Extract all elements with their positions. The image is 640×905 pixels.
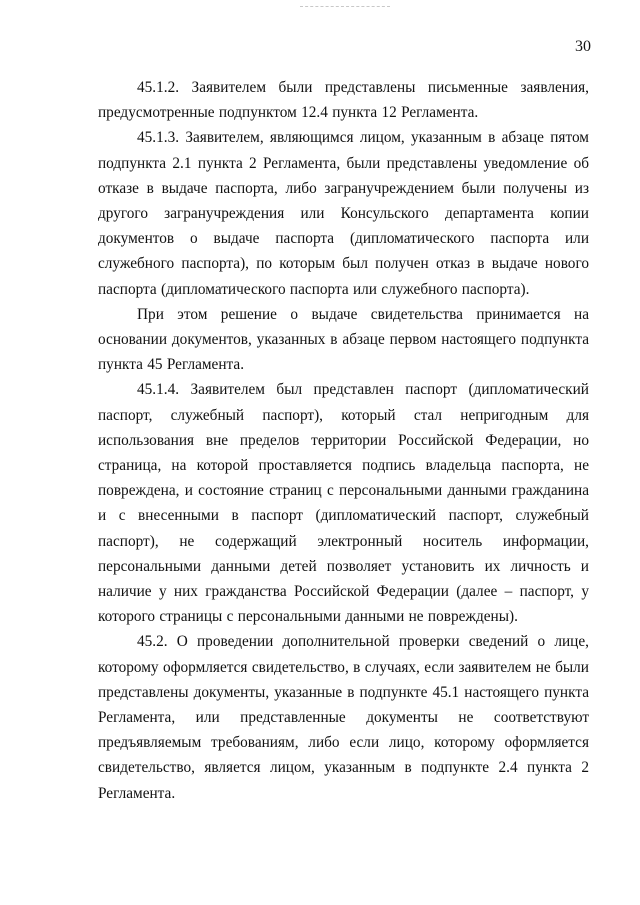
- document-body: [98, 75, 589, 806]
- paragraph-45-1-2: 45.1.2. Заявителем были представлены письменные заявления, предусмотренные подпунктом 12.4 пункта 12 Регламента.: [98, 79, 589, 122]
- paragraph-decision-note: При этом решение о выдаче свидетельства принимается на основании документов, указанных в абзаце первом настоящего подпункта пункта 45 Регламента.: [98, 305, 589, 374]
- scan-edge-line: [300, 6, 390, 7]
- paragraph-45-1-3: 45.1.3. Заявителем, являющимся лицом, указанным в абзаце пятом подпункта 2.1 пункта 2 Регламента, были представлены уведомление об отказе в выдаче паспорта, либо загранучреждением были получены из другого загранучреждения или Консульского департамента копии документов о выдаче паспорта (дипломатического паспорта или служебного паспорта), по которым был получен отказ в выдаче нового паспорта (дипломатического паспорта или служебного паспорта).: [98, 129, 589, 298]
- paragraph-45-1-4: 45.1.4. Заявителем был представлен паспорт (дипломатический паспорт, служебный паспорт), который стал непригодным для использования вне пределов территории Российской Федерации, но страница, на которой проставляется подпись владельца паспорта, не повреждена, и состояние страниц с персональными данными гражданина и с внесенными в паспорт (дипломатический паспорт, служебный паспорт), не содержащий электронный носитель информации, персональными данными детей позволяет установить их личность и наличие у них гражданства Российской Федерации (далее – паспорт, у которого страницы с персональными данными не повреждены).: [98, 381, 589, 626]
- page-number: 30: [575, 38, 591, 55]
- paragraph-45-2: 45.2. О проведении дополнительной проверки сведений о лице, которому оформляется свидетельство, в случаях, если заявителем не были представлены документы, указанные в подпункте 45.1 настоящего пункта Регламента, или представленные документы не соответствуют предъявляемым требованиям, либо если лицо, которому оформляется свидетельство, является лицом, указанным в подпункте 2.4 пункта 2 Регламента.: [98, 633, 589, 802]
